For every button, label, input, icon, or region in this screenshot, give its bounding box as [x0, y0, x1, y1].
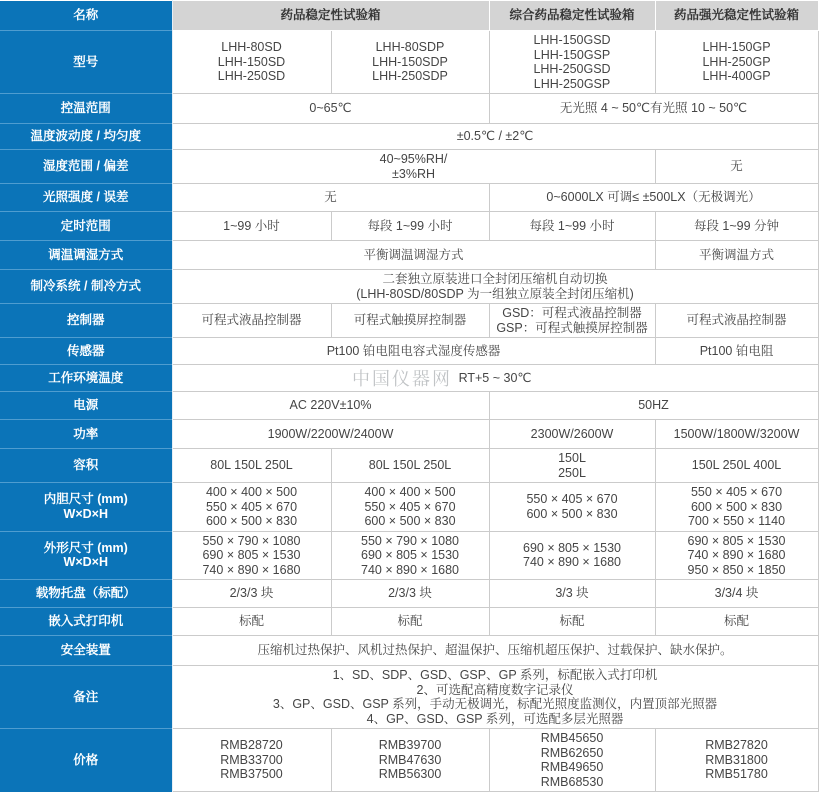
row-label: 工作环境温度 — [0, 365, 172, 392]
spec-cell: RMB39700 RMB47630 RMB56300 — [331, 729, 489, 792]
spec-cell: GSD：可程式液晶控制器 GSP：可程式触摸屏控制器 — [489, 304, 655, 338]
spec-cell: LHH-150GSD LHH-150GSP LHH-250GSD LHH-250GSP — [489, 31, 655, 94]
spec-cell: 可程式液晶控制器 — [655, 304, 818, 338]
table-row — [0, 270, 818, 304]
spec-cell: 2/3/3 块 — [331, 580, 489, 608]
table-row — [0, 150, 818, 184]
spec-cell: 1900W/2200W/2400W — [172, 420, 489, 449]
spec-cell: 150L 250L — [489, 449, 655, 483]
spec-cell: LHH-80SD LHH-150SD LHH-250SD — [172, 31, 331, 94]
spec-cell: 每段 1~99 分钟 — [655, 212, 818, 241]
spec-cell: 平衡调温调湿方式 — [172, 241, 655, 270]
table-row — [0, 212, 818, 241]
spec-cell: 2300W/2600W — [489, 420, 655, 449]
row-label: 嵌入式打印机 — [0, 608, 172, 636]
spec-cell: 80L 150L 250L — [172, 449, 331, 483]
spec-cell: 平衡调温方式 — [655, 241, 818, 270]
spec-cell: Pt100 铂电阻电容式湿度传感器 — [172, 338, 655, 365]
spec-cell: 3/3 块 — [489, 580, 655, 608]
spec-cell: 可程式触摸屏控制器 — [331, 304, 489, 338]
spec-cell: 二套独立原装进口全封闭压缩机自动切换 (LHH-80SD/80SDP 为一组独立原装全封闭压缩机) — [172, 270, 818, 304]
spec-cell: 550 × 790 × 1080 690 × 805 × 1530 740 × 890 × 1680 — [172, 531, 331, 580]
spec-cell: 550 × 790 × 1080 690 × 805 × 1530 740 × 890 × 1680 — [331, 531, 489, 580]
spec-cell: LHH-80SDP LHH-150SDP LHH-250SDP — [331, 31, 489, 94]
spec-cell: 550 × 405 × 670 600 × 500 × 830 700 × 550 × 1140 — [655, 483, 818, 532]
spec-cell: Pt100 铂电阻 — [655, 338, 818, 365]
table-row — [0, 304, 818, 338]
spec-cell: 无 — [172, 184, 489, 212]
row-label: 调温调湿方式 — [0, 241, 172, 270]
row-label: 光照强度 / 误差 — [0, 184, 172, 212]
table-row — [0, 31, 818, 94]
row-label: 载物托盘（标配） — [0, 580, 172, 608]
spec-cell: RT+5 ~ 30℃ — [172, 365, 818, 392]
spec-cell: 40~95%RH/ ±3%RH — [172, 150, 655, 184]
table-row — [0, 666, 818, 729]
spec-cell: 400 × 400 × 500 550 × 405 × 670 600 × 500 × 830 — [172, 483, 331, 532]
row-label: 功率 — [0, 420, 172, 449]
row-label: 内胆尺寸 (mm) W×D×H — [0, 483, 172, 532]
row-label: 传感器 — [0, 338, 172, 365]
table-row — [0, 449, 818, 483]
spec-cell: AC 220V±10% — [172, 392, 489, 420]
row-label: 电源 — [0, 392, 172, 420]
spec-cell: 标配 — [331, 608, 489, 636]
table-row — [0, 420, 818, 449]
table-row — [0, 184, 818, 212]
table-row — [0, 729, 818, 792]
watermark: 中国仪器网 — [352, 369, 452, 389]
row-label: 型号 — [0, 31, 172, 94]
spec-cell: 690 × 805 × 1530 740 × 890 × 1680 950 × 850 × 1850 — [655, 531, 818, 580]
table-row — [0, 94, 818, 124]
row-label: 备注 — [0, 666, 172, 729]
table-row — [0, 338, 818, 365]
spec-cell: 1500W/1800W/3200W — [655, 420, 818, 449]
table-row — [0, 1, 818, 31]
spec-cell: RMB28720 RMB33700 RMB37500 — [172, 729, 331, 792]
table-row — [0, 241, 818, 270]
spec-cell: LHH-150GP LHH-250GP LHH-400GP — [655, 31, 818, 94]
spec-cell: 0~65℃ — [172, 94, 489, 124]
spec-cell: 每段 1~99 小时 — [489, 212, 655, 241]
row-label: 外形尺寸 (mm) W×D×H — [0, 531, 172, 580]
spec-cell: 每段 1~99 小时 — [331, 212, 489, 241]
spec-cell: 150L 250L 400L — [655, 449, 818, 483]
spec-cell: 无 — [655, 150, 818, 184]
table-row — [0, 636, 818, 666]
row-label: 安全装置 — [0, 636, 172, 666]
table-row — [0, 392, 818, 420]
spec-cell: 标配 — [655, 608, 818, 636]
spec-cell: 可程式液晶控制器 — [172, 304, 331, 338]
table-row — [0, 531, 818, 580]
spec-cell: 压缩机过热保护、风机过热保护、超温保护、压缩机超压保护、过载保护、缺水保护。 — [172, 636, 818, 666]
table-row — [0, 608, 818, 636]
row-label: 温度波动度 / 均匀度 — [0, 124, 172, 150]
row-label: 制冷系统 / 制冷方式 — [0, 270, 172, 304]
table-row — [0, 124, 818, 150]
table-row — [0, 580, 818, 608]
table-row — [0, 365, 818, 392]
spec-cell: RMB27820 RMB31800 RMB51780 — [655, 729, 818, 792]
spec-cell: 1~99 小时 — [172, 212, 331, 241]
row-label: 名称 — [0, 1, 172, 31]
table-row — [0, 483, 818, 532]
spec-cell: 0~6000LX 可调≤ ±500LX（无极调光） — [489, 184, 818, 212]
row-label: 价格 — [0, 729, 172, 792]
spec-cell: 690 × 805 × 1530 740 × 890 × 1680 — [489, 531, 655, 580]
spec-cell: 550 × 405 × 670 600 × 500 × 830 — [489, 483, 655, 532]
spec-cell: 2/3/3 块 — [172, 580, 331, 608]
row-label: 定时范围 — [0, 212, 172, 241]
spec-cell: 无光照 4 ~ 50℃有光照 10 ~ 50℃ — [489, 94, 818, 124]
spec-cell: 3/3/4 块 — [655, 580, 818, 608]
spec-cell: 400 × 400 × 500 550 × 405 × 670 600 × 500 × 830 — [331, 483, 489, 532]
spec-table-body — [0, 1, 818, 792]
row-label: 容积 — [0, 449, 172, 483]
row-label: 控温范围 — [0, 94, 172, 124]
column-header: 药品稳定性试验箱 — [172, 1, 489, 31]
column-header: 药品强光稳定性试验箱 — [655, 1, 818, 31]
spec-cell: ±0.5℃ / ±2℃ — [172, 124, 818, 150]
spec-cell: 标配 — [172, 608, 331, 636]
spec-cell: 标配 — [489, 608, 655, 636]
spec-cell: 1、SD、SDP、GSD、GSP、GP 系列，标配嵌入式打印机 2、可选配高精度数字记录仪 3、GP、GSD、GSP 系列，手动无极调光，标配光照度监测仪，内置顶部光照器 4、GP、GSD、GSP 系列，可选配多层光照器 — [172, 666, 818, 729]
row-label: 控制器 — [0, 304, 172, 338]
spec-cell: 50HZ — [489, 392, 818, 420]
spec-cell: 80L 150L 250L — [331, 449, 489, 483]
row-label: 湿度范围 / 偏差 — [0, 150, 172, 184]
column-header: 综合药品稳定性试验箱 — [489, 1, 655, 31]
spec-cell: RMB45650 RMB62650 RMB49650 RMB68530 — [489, 729, 655, 792]
